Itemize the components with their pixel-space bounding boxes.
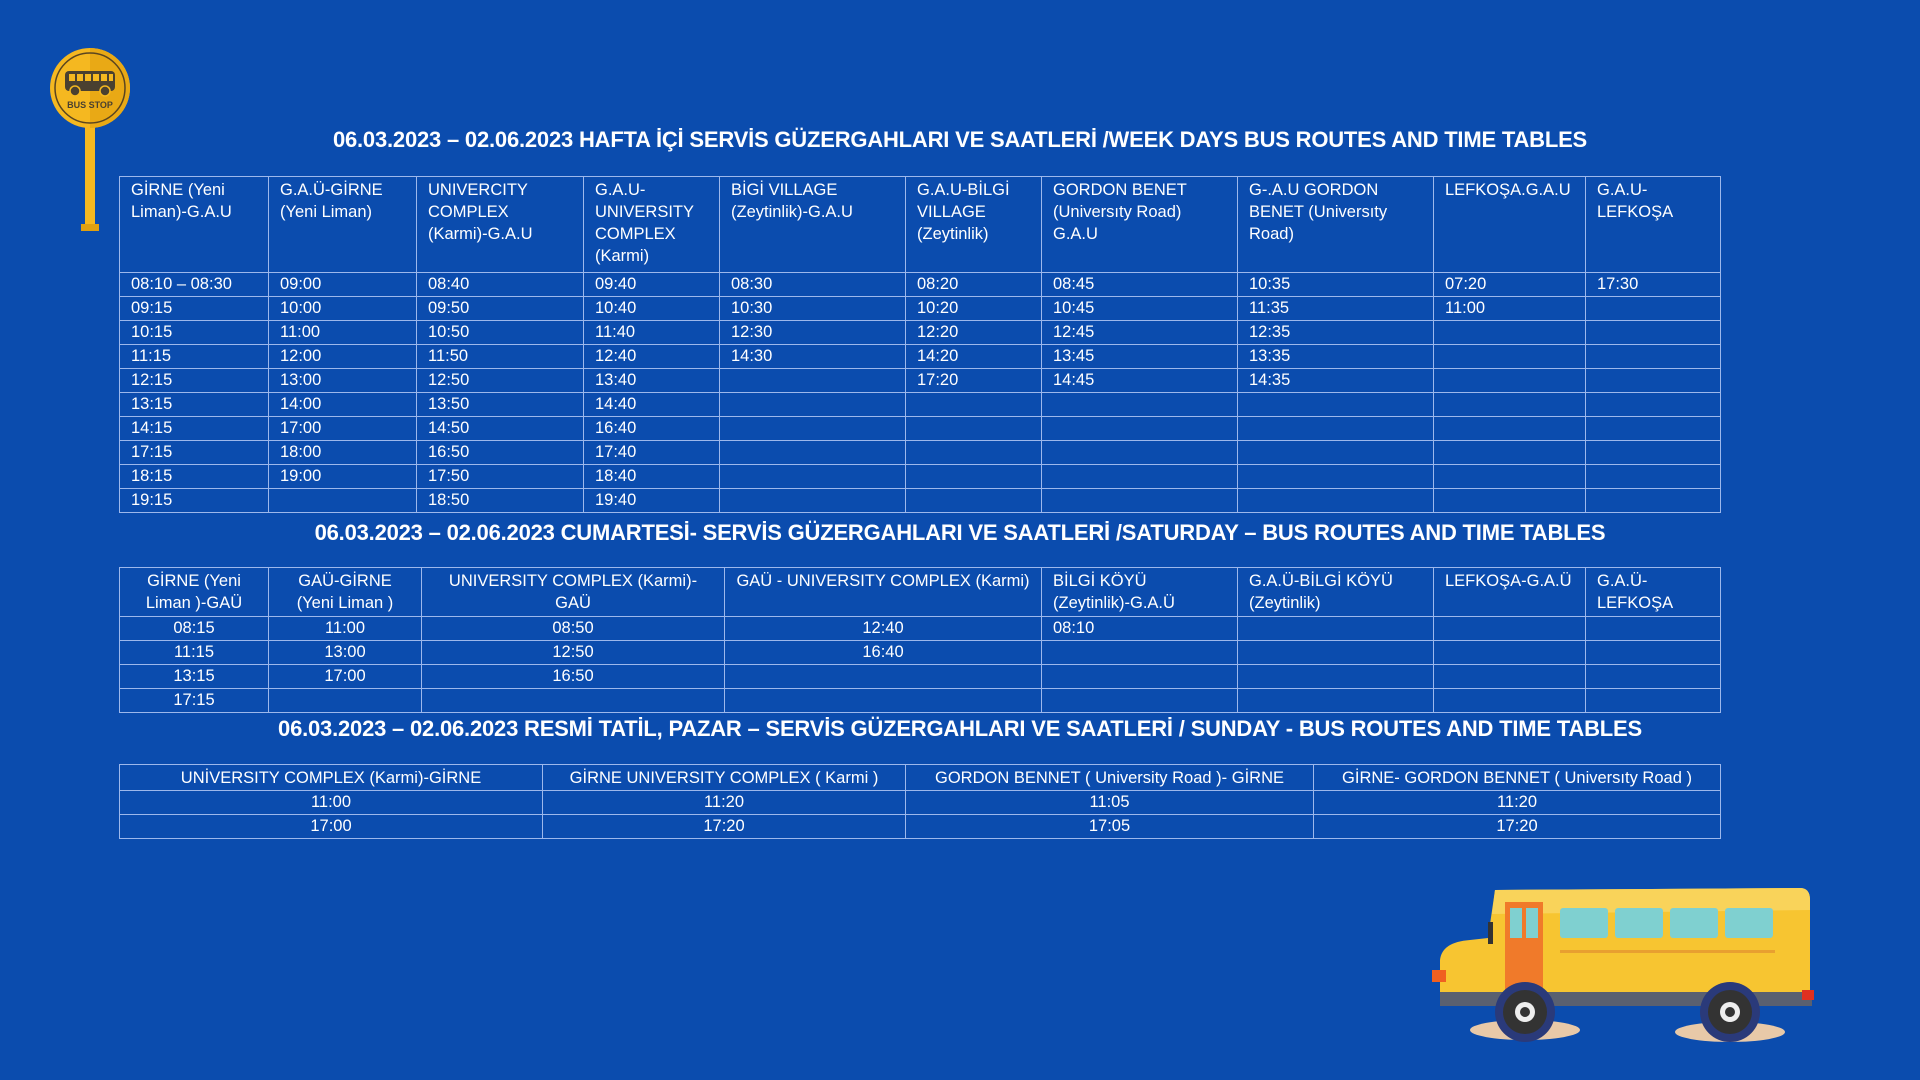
time-cell: 11:50 <box>417 345 584 369</box>
saturday-header-row <box>120 568 1721 617</box>
time-cell: 12:20 <box>906 321 1042 345</box>
time-cell: 09:40 <box>584 273 720 297</box>
time-cell: 14:40 <box>584 393 720 417</box>
column-header: LEFKOŞA-G.A.Ü <box>1434 568 1586 617</box>
time-cell: 08:45 <box>1042 273 1238 297</box>
time-cell: 17:00 <box>269 665 422 689</box>
time-cell: 16:40 <box>725 641 1042 665</box>
time-cell: 12:50 <box>422 641 725 665</box>
time-cell: 17:20 <box>1314 815 1721 839</box>
time-cell <box>1042 393 1238 417</box>
table-row <box>120 321 1721 345</box>
column-header: BİLGİ KÖYÜ (Zeytinlik)-G.A.Ü <box>1042 568 1238 617</box>
time-cell: 12:40 <box>584 345 720 369</box>
time-cell: 17:20 <box>543 815 906 839</box>
time-cell <box>1238 489 1434 513</box>
table-row <box>120 465 1721 489</box>
column-header: G.A.Ü-BİLGİ KÖYÜ (Zeytinlik) <box>1238 568 1434 617</box>
column-header: LEFKOŞA.G.A.U <box>1434 177 1586 273</box>
time-cell <box>1238 465 1434 489</box>
time-cell: 08:50 <box>422 617 725 641</box>
time-cell <box>269 489 417 513</box>
time-cell: 08:15 <box>120 617 269 641</box>
time-cell: 16:50 <box>417 441 584 465</box>
table-row <box>120 689 1721 713</box>
column-header: GİRNE- GORDON BENNET ( Universıty Road ) <box>1314 765 1721 791</box>
time-cell <box>906 393 1042 417</box>
time-cell <box>1434 489 1586 513</box>
time-cell <box>1434 417 1586 441</box>
time-cell <box>1238 393 1434 417</box>
time-cell: 10:30 <box>720 297 906 321</box>
table-row <box>120 297 1721 321</box>
time-cell: 11:35 <box>1238 297 1434 321</box>
time-cell: 17:40 <box>584 441 720 465</box>
time-cell <box>1586 297 1721 321</box>
time-cell: 13:15 <box>120 393 269 417</box>
time-cell <box>906 441 1042 465</box>
time-cell <box>720 489 906 513</box>
column-header: GİRNE (Yeni Liman)-G.A.U <box>120 177 269 273</box>
time-cell <box>1238 689 1434 713</box>
time-cell <box>1586 641 1721 665</box>
column-header: GAÜ-GİRNE (Yeni Liman ) <box>269 568 422 617</box>
time-cell <box>906 465 1042 489</box>
time-cell: 11:00 <box>269 617 422 641</box>
table-row <box>120 665 1721 689</box>
time-cell <box>1042 641 1238 665</box>
time-cell <box>1586 345 1721 369</box>
time-cell <box>1434 393 1586 417</box>
time-cell <box>1434 321 1586 345</box>
time-cell <box>720 393 906 417</box>
time-cell: 10:15 <box>120 321 269 345</box>
time-cell <box>1434 617 1586 641</box>
time-cell: 18:50 <box>417 489 584 513</box>
time-cell <box>906 489 1042 513</box>
time-cell: 14:20 <box>906 345 1042 369</box>
time-cell <box>720 441 906 465</box>
column-header: BİGİ VILLAGE (Zeytinlik)-G.A.U <box>720 177 906 273</box>
time-cell: 11:20 <box>543 791 906 815</box>
sunday-title: 06.03.2023 – 02.06.2023 RESMİ TATİL, PAZAR – SERVİS GÜZERGAHLARI VE SAATLERİ / SUNDAY - BUS ROUTES AND TIME TABLES <box>278 716 1642 741</box>
time-cell <box>1042 489 1238 513</box>
table-row <box>120 617 1721 641</box>
table-row <box>120 815 1721 839</box>
time-cell: 08:30 <box>720 273 906 297</box>
time-cell: 13:00 <box>269 369 417 393</box>
time-cell: 17:05 <box>906 815 1314 839</box>
time-cell <box>1238 617 1434 641</box>
time-cell: 17:15 <box>120 441 269 465</box>
column-header: G.A.U-BİLGİ VILLAGE (Zeytinlik) <box>906 177 1042 273</box>
column-header: G-.A.U GORDON BENET (Universıty Road) <box>1238 177 1434 273</box>
time-cell: 14:35 <box>1238 369 1434 393</box>
time-cell: 13:50 <box>417 393 584 417</box>
time-cell <box>1042 689 1238 713</box>
time-cell: 13:45 <box>1042 345 1238 369</box>
time-cell: 13:35 <box>1238 345 1434 369</box>
column-header: GORDON BENET (Universıty Road) G.A.U <box>1042 177 1238 273</box>
time-cell: 13:40 <box>584 369 720 393</box>
saturday-timetable <box>119 567 1721 713</box>
time-cell: 16:40 <box>584 417 720 441</box>
time-cell: 09:50 <box>417 297 584 321</box>
time-cell <box>422 689 725 713</box>
time-cell: 11:15 <box>120 641 269 665</box>
time-cell: 19:00 <box>269 465 417 489</box>
time-cell: 12:15 <box>120 369 269 393</box>
weekday-timetable <box>119 176 1721 513</box>
time-cell: 17:30 <box>1586 273 1721 297</box>
time-cell: 18:00 <box>269 441 417 465</box>
time-cell <box>1042 665 1238 689</box>
time-cell <box>1238 417 1434 441</box>
table-row <box>120 641 1721 665</box>
time-cell: 11:15 <box>120 345 269 369</box>
time-cell <box>1586 393 1721 417</box>
time-cell: 11:00 <box>269 321 417 345</box>
time-cell: 10:20 <box>906 297 1042 321</box>
column-header: G.A.Ü-GİRNE (Yeni Liman) <box>269 177 417 273</box>
saturday-title: 06.03.2023 – 02.06.2023 CUMARTESİ- SERVİS GÜZERGAHLARI VE SAATLERİ /SATURDAY – BUS ROUTES AND TIME TABLES <box>314 520 1606 545</box>
time-cell: 17:15 <box>120 689 269 713</box>
time-cell: 11:00 <box>120 791 543 815</box>
weekday-title: 06.03.2023 – 02.06.2023 HAFTA İÇİ SERVİS GÜZERGAHLARI VE SAATLERİ /WEEK DAYS BUS ROUTES AND TIME TABLES <box>332 127 1588 152</box>
time-cell: 11:40 <box>584 321 720 345</box>
time-cell: 07:20 <box>1434 273 1586 297</box>
time-cell: 11:00 <box>1434 297 1586 321</box>
time-cell: 13:15 <box>120 665 269 689</box>
time-cell <box>720 369 906 393</box>
time-cell: 09:00 <box>269 273 417 297</box>
table-row <box>120 489 1721 513</box>
table-row <box>120 393 1721 417</box>
column-header: G.A.U-UNIVERSITY COMPLEX (Karmi) <box>584 177 720 273</box>
table-row <box>120 791 1721 815</box>
time-cell <box>1238 665 1434 689</box>
time-cell: 08:20 <box>906 273 1042 297</box>
time-cell <box>1434 689 1586 713</box>
time-cell <box>720 465 906 489</box>
time-cell <box>725 689 1042 713</box>
time-cell <box>1042 465 1238 489</box>
time-cell: 08:10 – 08:30 <box>120 273 269 297</box>
time-cell: 17:50 <box>417 465 584 489</box>
time-cell <box>1586 369 1721 393</box>
time-cell: 12:45 <box>1042 321 1238 345</box>
time-cell: 11:05 <box>906 791 1314 815</box>
time-cell: 12:50 <box>417 369 584 393</box>
time-cell: 10:50 <box>417 321 584 345</box>
time-cell: 08:40 <box>417 273 584 297</box>
time-cell <box>906 417 1042 441</box>
column-header: UNIVERSITY COMPLEX (Karmi)-GAÜ <box>422 568 725 617</box>
bus-stop-label: BUS STOP <box>67 100 113 110</box>
time-cell: 12:30 <box>720 321 906 345</box>
table-row <box>120 369 1721 393</box>
time-cell <box>1434 641 1586 665</box>
time-cell: 18:40 <box>584 465 720 489</box>
time-cell <box>1586 465 1721 489</box>
time-cell: 17:20 <box>906 369 1042 393</box>
time-cell: 14:50 <box>417 417 584 441</box>
column-header: GAÜ - UNIVERSITY COMPLEX (Karmi) <box>725 568 1042 617</box>
table-row <box>120 441 1721 465</box>
table-row <box>120 417 1721 441</box>
time-cell: 16:50 <box>422 665 725 689</box>
column-header: G.A.Ü-LEFKOŞA <box>1586 568 1721 617</box>
time-cell: 12:35 <box>1238 321 1434 345</box>
school-bus-icon <box>1430 880 1815 1055</box>
time-cell <box>1586 689 1721 713</box>
time-cell <box>1042 441 1238 465</box>
time-cell: 14:30 <box>720 345 906 369</box>
column-header: UNİVERSITY COMPLEX (Karmi)-GİRNE <box>120 765 543 791</box>
column-header: UNIVERCITY COMPLEX (Karmi)-G.A.U <box>417 177 584 273</box>
time-cell: 08:10 <box>1042 617 1238 641</box>
time-cell: 17:00 <box>269 417 417 441</box>
time-cell <box>1586 617 1721 641</box>
time-cell: 14:45 <box>1042 369 1238 393</box>
time-cell <box>1434 465 1586 489</box>
time-cell: 10:35 <box>1238 273 1434 297</box>
time-cell: 13:00 <box>269 641 422 665</box>
time-cell: 18:15 <box>120 465 269 489</box>
time-cell: 19:15 <box>120 489 269 513</box>
time-cell <box>1434 345 1586 369</box>
time-cell: 14:15 <box>120 417 269 441</box>
time-cell: 10:45 <box>1042 297 1238 321</box>
time-cell <box>725 665 1042 689</box>
time-cell: 10:00 <box>269 297 417 321</box>
time-cell <box>720 417 906 441</box>
sunday-header-row <box>120 765 1721 791</box>
time-cell <box>1434 369 1586 393</box>
time-cell <box>1586 417 1721 441</box>
time-cell <box>1434 441 1586 465</box>
time-cell: 12:40 <box>725 617 1042 641</box>
time-cell: 09:15 <box>120 297 269 321</box>
time-cell: 14:00 <box>269 393 417 417</box>
column-header: GİRNE (Yeni Liman )-GAÜ <box>120 568 269 617</box>
time-cell <box>1586 665 1721 689</box>
time-cell <box>1042 417 1238 441</box>
sunday-timetable <box>119 764 1721 839</box>
time-cell <box>1586 441 1721 465</box>
time-cell <box>1586 489 1721 513</box>
time-cell: 10:40 <box>584 297 720 321</box>
time-cell <box>1238 441 1434 465</box>
time-cell: 17:00 <box>120 815 543 839</box>
time-cell <box>1238 641 1434 665</box>
time-cell: 12:00 <box>269 345 417 369</box>
weekday-header-row <box>120 177 1721 273</box>
column-header: GORDON BENNET ( University Road )- GİRNE <box>906 765 1314 791</box>
time-cell <box>1586 321 1721 345</box>
column-header: G.A.U-LEFKOŞA <box>1586 177 1721 273</box>
column-header: GİRNE UNIVERSITY COMPLEX ( Karmi ) <box>543 765 906 791</box>
table-row <box>120 345 1721 369</box>
table-row <box>120 273 1721 297</box>
time-cell: 11:20 <box>1314 791 1721 815</box>
time-cell <box>269 689 422 713</box>
time-cell: 19:40 <box>584 489 720 513</box>
time-cell <box>1434 665 1586 689</box>
